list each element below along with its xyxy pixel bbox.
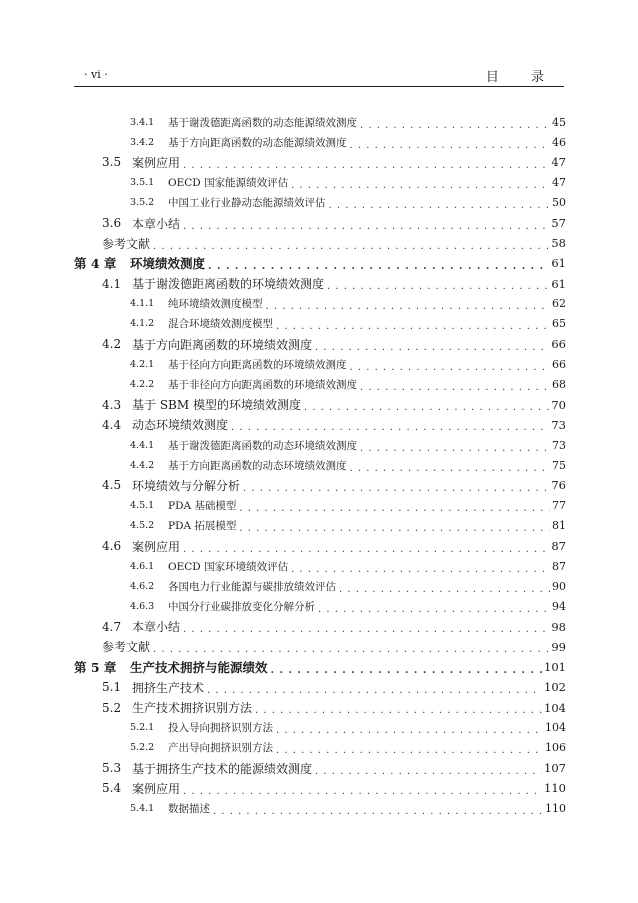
toc-entry-number: 3.4.1	[130, 116, 155, 128]
toc-entry-number: 4.3	[102, 397, 122, 412]
toc-entry[interactable]	[74, 112, 566, 132]
toc-entry-title: 案例应用	[132, 539, 181, 554]
toc-entry-title: 生产技术拥挤识别方法	[132, 701, 253, 716]
toc-entry-number: 3.5	[102, 155, 122, 170]
toc-entry-number: 3.5.2	[130, 197, 155, 209]
toc-entry-number: 4.2	[102, 337, 122, 352]
dot-leader	[329, 200, 551, 211]
toc-entry-page: 94	[552, 600, 566, 614]
toc-entry-title: 拥挤生产技术	[132, 680, 205, 695]
toc-entry-title: 中国分行业碳排放变化分解分析	[168, 601, 315, 614]
toc-entry-title: PDA 拓展模型	[168, 520, 237, 533]
toc-entry-page: 76	[551, 478, 566, 493]
toc-entry-page: 58	[551, 236, 566, 251]
toc-entry-number: 5.4	[102, 781, 122, 796]
toc-entry-title: 案例应用	[132, 155, 181, 170]
dot-leader	[350, 362, 551, 373]
toc-entry[interactable]	[74, 132, 566, 152]
dot-leader	[291, 180, 550, 191]
toc-entry-title: 基于方向距离函数的动态环境绩效测度	[168, 459, 347, 472]
toc-entry[interactable]	[74, 354, 566, 374]
toc-entry[interactable]	[74, 637, 566, 657]
toc-entry-number: 4.5.2	[130, 520, 155, 532]
toc-entry-number: 4.6	[102, 539, 122, 554]
dot-leader	[360, 382, 550, 393]
toc-entry[interactable]	[74, 152, 566, 172]
toc-entry-page: 66	[552, 357, 566, 371]
toc-entry-number: 5.4.1	[130, 802, 155, 814]
toc-entry-page: 110	[545, 801, 566, 815]
toc-entry-page: 106	[545, 741, 566, 755]
toc-entry-page: 68	[552, 378, 566, 392]
toc-entry-number: 4.2.2	[130, 379, 155, 391]
dot-leader	[183, 786, 542, 797]
toc-entry[interactable]	[74, 274, 566, 294]
toc-entry[interactable]	[74, 617, 566, 637]
table-of-contents	[74, 112, 566, 819]
toc-entry-title: OECD 国家能源绩效评估	[168, 177, 289, 190]
toc-entry-page: 61	[551, 256, 566, 271]
toc-entry-number: 第 4 章	[74, 256, 117, 272]
toc-entry-number: 5.3	[102, 761, 122, 776]
dot-leader	[153, 241, 549, 252]
toc-entry-title: OECD 国家环境绩效评估	[168, 560, 289, 573]
dot-leader	[318, 604, 550, 615]
toc-entry-title: 基于方向距离函数的环境绩效测度	[132, 337, 313, 352]
toc-entry-page: 99	[551, 639, 566, 654]
toc-entry-page: 57	[551, 216, 566, 231]
toc-entry-page: 90	[552, 579, 566, 593]
toc-entry-title: 混合环境绩效测度模型	[168, 318, 273, 331]
toc-entry[interactable]	[74, 455, 566, 475]
toc-entry-number: 5.2.1	[130, 722, 155, 734]
dot-leader	[183, 160, 549, 171]
toc-entry-page: 50	[552, 196, 566, 210]
toc-entry-page: 46	[552, 135, 566, 149]
toc-entry-title: 纯环境绩效测度模型	[168, 298, 263, 311]
dot-leader	[276, 725, 543, 736]
toc-entry[interactable]	[74, 778, 566, 798]
toc-entry-title: 基于 SBM 模型的环境绩效测度	[132, 398, 301, 413]
toc-entry[interactable]	[74, 475, 566, 495]
toc-chapter-entry[interactable]	[74, 657, 566, 677]
dot-leader	[304, 402, 549, 413]
toc-entry-page: 77	[552, 499, 566, 513]
toc-entry-page: 104	[544, 700, 566, 715]
toc-entry-number: 4.2.1	[130, 358, 155, 370]
toc-entry-page: 81	[552, 519, 566, 533]
toc-entry-title: 参考文献	[102, 236, 151, 251]
toc-entry-page: 87	[551, 539, 566, 554]
dot-leader	[360, 443, 550, 454]
toc-entry[interactable]	[74, 536, 566, 556]
dot-leader	[239, 523, 550, 534]
toc-entry-number: 4.4.1	[130, 439, 155, 451]
toc-entry-title: 案例应用	[132, 781, 181, 796]
toc-chapter-entry[interactable]	[74, 253, 566, 273]
toc-entry-title: 数据描述	[168, 802, 210, 815]
running-header	[74, 64, 564, 87]
toc-entry-title: 基于拥挤生产技术的能源绩效测度	[132, 761, 313, 776]
dot-leader	[207, 685, 542, 696]
toc-entry[interactable]	[74, 798, 566, 818]
dot-leader	[266, 301, 551, 312]
toc-entry-title: 中国工业行业静动态能源绩效评估	[168, 197, 326, 210]
toc-entry-title: 生产技术拥挤与能源绩效	[130, 660, 268, 676]
toc-entry-title: 基于方向距离函数的动态能源绩效测度	[168, 136, 347, 149]
page-number: · vi ·	[84, 68, 108, 81]
toc-entry-title: 动态环境绩效测度	[132, 418, 229, 433]
toc-entry-title: 产出导向拥挤识别方法	[168, 742, 273, 755]
toc-entry[interactable]	[74, 677, 566, 697]
toc-entry[interactable]	[74, 435, 566, 455]
toc-entry-page: 73	[551, 417, 566, 432]
dot-leader	[255, 705, 542, 716]
toc-entry[interactable]	[74, 718, 566, 738]
dot-leader	[276, 321, 550, 332]
toc-entry-page: 107	[544, 761, 566, 776]
toc-entry[interactable]	[74, 173, 566, 193]
toc-entry-number: 4.6.2	[130, 580, 155, 592]
dot-leader	[183, 544, 549, 555]
toc-entry[interactable]	[74, 516, 566, 536]
toc-entry-page: 102	[544, 680, 566, 695]
toc-entry[interactable]	[74, 697, 566, 717]
dot-leader	[350, 463, 551, 474]
toc-entry[interactable]	[74, 314, 566, 334]
dot-leader	[291, 564, 550, 575]
toc-entry[interactable]	[74, 374, 566, 394]
toc-entry-title: 参考文献	[102, 640, 151, 655]
toc-entry-number: 第 5 章	[74, 660, 117, 676]
toc-entry[interactable]	[74, 294, 566, 314]
toc-entry-title: PDA 基础模型	[168, 500, 237, 513]
toc-entry[interactable]	[74, 738, 566, 758]
dot-leader	[327, 281, 549, 292]
toc-entry[interactable]	[74, 576, 566, 596]
toc-entry[interactable]	[74, 193, 566, 213]
toc-entry[interactable]	[74, 415, 566, 435]
toc-entry-number: 4.7	[102, 619, 122, 634]
toc-entry-page: 47	[552, 176, 566, 190]
toc-entry-title: 环境绩效与分解分析	[132, 478, 241, 493]
toc-entry-title: 投入导向拥挤识别方法	[168, 722, 273, 735]
toc-entry-title: 基于谢泼德距离函数的环境绩效测度	[132, 277, 325, 292]
toc-entry-page: 61	[551, 276, 566, 291]
toc-entry-page: 45	[552, 115, 566, 129]
toc-entry[interactable]	[74, 496, 566, 516]
dot-leader	[243, 483, 549, 494]
dot-leader	[183, 624, 549, 635]
dot-leader	[350, 140, 551, 151]
toc-entry-title: 基于谢泼德距离函数的动态环境绩效测度	[168, 439, 357, 452]
toc-entry-page: 73	[552, 438, 566, 452]
toc-entry-page: 75	[552, 458, 566, 472]
toc-entry-page: 110	[544, 781, 566, 796]
dot-leader	[315, 342, 549, 353]
toc-entry-number: 4.1.2	[130, 318, 155, 330]
toc-entry-page: 70	[551, 397, 566, 412]
toc-entry-number: 4.4.2	[130, 459, 155, 471]
toc-entry-title: 本章小结	[132, 620, 181, 635]
toc-entry-page: 65	[552, 317, 566, 331]
toc-entry-number: 3.4.2	[130, 136, 155, 148]
dot-leader	[276, 745, 543, 756]
toc-entry-number: 4.1.1	[130, 298, 155, 310]
toc-entry[interactable]	[74, 597, 566, 617]
toc-entry-number: 4.5	[102, 478, 122, 493]
toc-entry[interactable]	[74, 758, 566, 778]
toc-entry[interactable]	[74, 556, 566, 576]
toc-entry[interactable]	[74, 395, 566, 415]
toc-entry-page: 98	[551, 619, 566, 634]
dot-leader	[153, 644, 549, 655]
toc-entry-number: 4.5.1	[130, 500, 155, 512]
toc-entry-page: 101	[544, 660, 566, 675]
toc-entry-number: 4.6.3	[130, 601, 155, 613]
dot-leader	[315, 766, 542, 777]
dot-leader	[271, 665, 543, 676]
running-title: 目 录	[485, 70, 558, 85]
toc-entry-number: 3.5.1	[130, 177, 155, 189]
toc-entry-number: 4.6.1	[130, 560, 155, 572]
toc-entry-number: 4.4	[102, 417, 122, 432]
dot-leader	[239, 503, 550, 514]
toc-entry-title: 基于非径向方向距离函数的环境绩效测度	[168, 379, 357, 392]
toc-entry-number: 3.6	[102, 216, 122, 231]
toc-entry[interactable]	[74, 334, 566, 354]
dot-leader	[339, 584, 550, 595]
toc-entry-number: 5.2.2	[130, 742, 155, 754]
toc-entry[interactable]	[74, 233, 566, 253]
toc-entry[interactable]	[74, 213, 566, 233]
dot-leader	[360, 120, 550, 131]
dot-leader	[231, 422, 549, 433]
toc-entry-title: 本章小结	[132, 216, 181, 231]
toc-entry-page: 104	[545, 721, 566, 735]
toc-entry-title: 基于径向方向距离函数的环境绩效测度	[168, 358, 347, 371]
toc-entry-page: 62	[552, 297, 566, 311]
dot-leader	[183, 221, 549, 232]
toc-entry-title: 基于谢泼德距离函数的动态能源绩效测度	[168, 116, 357, 129]
toc-entry-number: 5.2	[102, 700, 122, 715]
dot-leader	[208, 261, 549, 272]
toc-entry-title: 各国电力行业能源与碳排放绩效评估	[168, 580, 336, 593]
toc-entry-page: 66	[551, 337, 566, 352]
toc-entry-page: 47	[551, 155, 566, 170]
dot-leader	[213, 806, 543, 817]
toc-entry-page: 87	[552, 559, 566, 573]
toc-entry-title: 环境绩效测度	[130, 256, 206, 272]
toc-entry-number: 5.1	[102, 680, 122, 695]
toc-entry-number: 4.1	[102, 276, 122, 291]
